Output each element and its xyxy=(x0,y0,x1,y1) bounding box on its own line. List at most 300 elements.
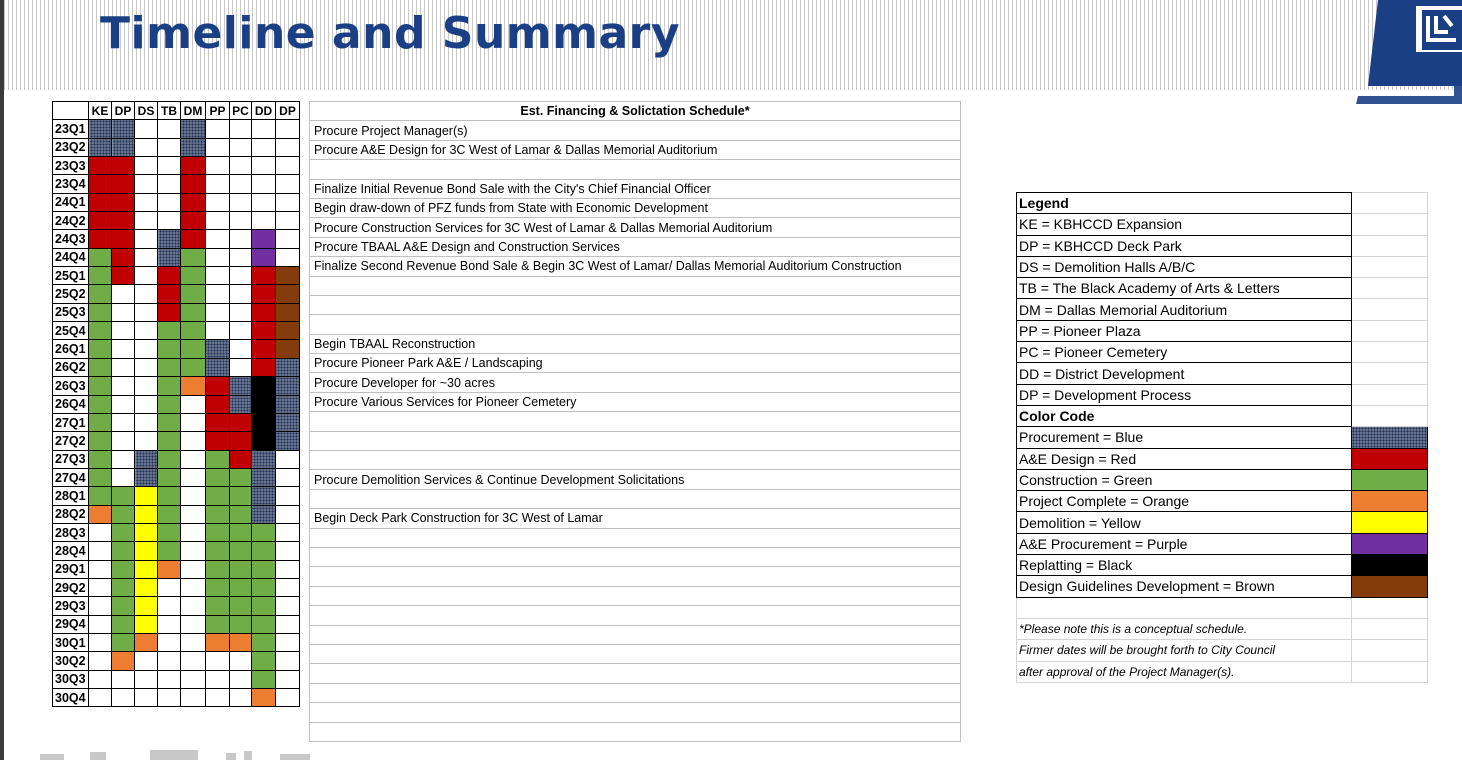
page-title: Timeline and Summary xyxy=(100,8,681,59)
timeline-cell xyxy=(89,230,112,248)
timeline-cell xyxy=(158,138,181,156)
timeline-cell xyxy=(158,193,181,211)
timeline-cell xyxy=(89,413,112,431)
quarter-label: 27Q4 xyxy=(53,468,89,486)
timeline-cell xyxy=(158,450,181,468)
schedule-row xyxy=(310,567,961,586)
timeline-cell xyxy=(158,578,181,596)
timeline-cell xyxy=(135,193,158,211)
timeline-row xyxy=(53,193,300,211)
schedule-item: Procure Pioneer Park A&E / Landscaping xyxy=(310,354,961,373)
timeline-cell xyxy=(276,689,300,707)
legend-swatch xyxy=(1351,512,1427,533)
timeline-cell xyxy=(181,285,206,303)
timeline-cell xyxy=(135,322,158,340)
timeline-cell xyxy=(206,193,230,211)
timeline-cell xyxy=(112,230,135,248)
timeline-cell xyxy=(276,633,300,651)
timeline-cell xyxy=(181,578,206,596)
quarter-label: 25Q3 xyxy=(53,303,89,321)
timeline-cell xyxy=(135,689,158,707)
schedule-item: Procure TBAAL A&E Design and Construction Services xyxy=(310,237,961,256)
timeline-cell xyxy=(276,267,300,285)
legend-note: Firmer dates will be brought forth to City Council xyxy=(1017,640,1352,661)
legend-row xyxy=(1017,576,1428,597)
timeline-cell xyxy=(158,285,181,303)
timeline-cell xyxy=(181,615,206,633)
schedule-row xyxy=(310,528,961,547)
timeline-header-row xyxy=(53,102,300,120)
timeline-cell xyxy=(276,560,300,578)
quarter-label: 26Q1 xyxy=(53,340,89,358)
timeline-cell xyxy=(230,395,252,413)
timeline-cell xyxy=(135,267,158,285)
timeline-cell xyxy=(158,523,181,541)
timeline-cell xyxy=(158,358,181,376)
timeline-cell xyxy=(252,652,276,670)
timeline-cell xyxy=(252,615,276,633)
legend-empty-cell xyxy=(1351,363,1427,384)
schedule-row xyxy=(310,257,961,276)
timeline-row xyxy=(53,377,300,395)
timeline-cell xyxy=(112,138,135,156)
legend-swatch xyxy=(1351,576,1427,597)
timeline-cell xyxy=(135,248,158,266)
timeline-cell xyxy=(158,487,181,505)
schedule-row xyxy=(310,606,961,625)
left-edge-rule xyxy=(0,0,4,760)
timeline-cell xyxy=(230,120,252,138)
timeline-row xyxy=(53,523,300,541)
timeline-cell xyxy=(181,633,206,651)
timeline-cell xyxy=(206,432,230,450)
timeline-cell xyxy=(276,120,300,138)
timeline-cell xyxy=(135,542,158,560)
legend-swatch xyxy=(1351,427,1427,448)
timeline-cell xyxy=(135,560,158,578)
timeline-row xyxy=(53,157,300,175)
quarter-label: 26Q3 xyxy=(53,377,89,395)
timeline-cell xyxy=(206,377,230,395)
timeline-cell xyxy=(181,468,206,486)
timeline-row xyxy=(53,248,300,266)
timeline-cell xyxy=(158,212,181,230)
timeline-row xyxy=(53,212,300,230)
timeline-row xyxy=(53,358,300,376)
quarter-label: 26Q4 xyxy=(53,395,89,413)
timeline-cell xyxy=(252,468,276,486)
timeline-cell xyxy=(230,652,252,670)
timeline-cell xyxy=(276,138,300,156)
schedule-row xyxy=(310,644,961,663)
timeline-cell xyxy=(181,157,206,175)
timeline-cell xyxy=(206,285,230,303)
timeline-cell xyxy=(276,450,300,468)
legend-empty-cell xyxy=(1351,256,1427,277)
schedule-item xyxy=(310,489,961,508)
timeline-cell xyxy=(276,175,300,193)
quarter-label: 30Q1 xyxy=(53,633,89,651)
legend-row xyxy=(1017,278,1428,299)
timeline-cell xyxy=(230,322,252,340)
timeline-row xyxy=(53,633,300,651)
quarter-label: 30Q2 xyxy=(53,652,89,670)
timeline-cell xyxy=(230,670,252,688)
legend-text: Procurement = Blue xyxy=(1017,427,1352,448)
timeline-cell xyxy=(135,212,158,230)
timeline-row xyxy=(53,175,300,193)
timeline-cell xyxy=(276,505,300,523)
schedule-row xyxy=(310,664,961,683)
legend-empty-cell xyxy=(1351,597,1427,618)
schedule-row xyxy=(310,703,961,722)
legend-spacer-row xyxy=(1017,597,1428,618)
timeline-cell xyxy=(252,138,276,156)
legend-text: A&E Procurement = Purple xyxy=(1017,533,1352,554)
legend-text: PC = Pioneer Cemetery xyxy=(1017,342,1352,363)
timeline-cell xyxy=(158,633,181,651)
timeline-cell xyxy=(230,212,252,230)
timeline-cell xyxy=(181,175,206,193)
schedule-item: Procure Construction Services for 3C West of Lamar & Dallas Memorial Auditorium xyxy=(310,218,961,237)
timeline-cell xyxy=(135,285,158,303)
timeline-cell xyxy=(135,340,158,358)
timeline-cell xyxy=(181,267,206,285)
timeline-cell xyxy=(135,670,158,688)
quarter-label: 25Q1 xyxy=(53,267,89,285)
timeline-cell xyxy=(112,175,135,193)
timeline-cell xyxy=(89,322,112,340)
schedule-item: Procure Project Manager(s) xyxy=(310,121,961,140)
schedule-item xyxy=(310,586,961,605)
timeline-cell xyxy=(112,157,135,175)
legend-row xyxy=(1017,491,1428,512)
legend-text: Color Code xyxy=(1017,405,1352,426)
legend-text: Demolition = Yellow xyxy=(1017,512,1352,533)
timeline-column-header: DP xyxy=(276,102,300,120)
legend-swatch xyxy=(1351,533,1427,554)
timeline-cell xyxy=(112,689,135,707)
legend-row xyxy=(1017,193,1428,214)
timeline-corner xyxy=(53,102,89,120)
schedule-row xyxy=(310,140,961,159)
timeline-cell xyxy=(276,652,300,670)
timeline-cell xyxy=(252,542,276,560)
timeline-cell xyxy=(206,358,230,376)
legend-text: Construction = Green xyxy=(1017,469,1352,490)
timeline-cell xyxy=(89,468,112,486)
timeline-cell xyxy=(135,615,158,633)
quarter-label: 27Q2 xyxy=(53,432,89,450)
legend-text: PP = Pioneer Plaza xyxy=(1017,320,1352,341)
legend-empty-cell xyxy=(1351,320,1427,341)
timeline-cell xyxy=(252,670,276,688)
legend-row xyxy=(1017,342,1428,363)
timeline-cell xyxy=(252,267,276,285)
timeline-cell xyxy=(181,248,206,266)
legend-row xyxy=(1017,555,1428,576)
timeline-cell xyxy=(158,597,181,615)
timeline-cell xyxy=(158,395,181,413)
timeline-cell xyxy=(230,432,252,450)
timeline-cell xyxy=(206,248,230,266)
timeline-cell xyxy=(158,157,181,175)
timeline-cell xyxy=(181,689,206,707)
timeline-cell xyxy=(135,395,158,413)
timeline-cell xyxy=(276,578,300,596)
schedule-item xyxy=(310,451,961,470)
quarter-label: 29Q4 xyxy=(53,615,89,633)
schedule-row xyxy=(310,198,961,217)
timeline-cell xyxy=(158,560,181,578)
timeline-cell xyxy=(112,248,135,266)
timeline-cell xyxy=(230,157,252,175)
timeline-cell xyxy=(206,468,230,486)
timeline-cell xyxy=(181,505,206,523)
quarter-label: 24Q4 xyxy=(53,248,89,266)
timeline-cell xyxy=(206,120,230,138)
timeline-cell xyxy=(158,542,181,560)
timeline-cell xyxy=(252,248,276,266)
timeline-cell xyxy=(89,689,112,707)
quarter-label: 23Q3 xyxy=(53,157,89,175)
timeline-cell xyxy=(206,523,230,541)
timeline-cell xyxy=(276,157,300,175)
timeline-cell xyxy=(276,322,300,340)
timeline-cell xyxy=(181,652,206,670)
timeline-cell xyxy=(181,523,206,541)
timeline-row xyxy=(53,138,300,156)
legend-note-row xyxy=(1017,661,1428,682)
timeline-cell xyxy=(181,432,206,450)
timeline-cell xyxy=(181,138,206,156)
schedule-item xyxy=(310,664,961,683)
timeline-cell xyxy=(230,175,252,193)
timeline-cell xyxy=(276,212,300,230)
timeline-cell xyxy=(181,120,206,138)
legend-row xyxy=(1017,512,1428,533)
timeline-cell xyxy=(112,285,135,303)
legend-row xyxy=(1017,533,1428,554)
timeline-cell xyxy=(230,358,252,376)
timeline-cell xyxy=(112,450,135,468)
timeline-row xyxy=(53,230,300,248)
timeline-cell xyxy=(89,138,112,156)
quarter-label: 24Q1 xyxy=(53,193,89,211)
schedule-row xyxy=(310,315,961,334)
quarter-label: 26Q2 xyxy=(53,358,89,376)
timeline-cell xyxy=(252,523,276,541)
quarter-label: 28Q2 xyxy=(53,505,89,523)
timeline-cell xyxy=(252,377,276,395)
timeline-cell xyxy=(181,597,206,615)
timeline-cell xyxy=(181,450,206,468)
timeline-cell xyxy=(89,597,112,615)
timeline-cell xyxy=(206,597,230,615)
timeline-cell xyxy=(206,157,230,175)
timeline-cell xyxy=(181,230,206,248)
timeline-cell xyxy=(206,615,230,633)
legend-note-row xyxy=(1017,640,1428,661)
timeline-row xyxy=(53,652,300,670)
legend-row xyxy=(1017,214,1428,235)
timeline-cell xyxy=(89,120,112,138)
quarter-label: 27Q1 xyxy=(53,413,89,431)
timeline-cell xyxy=(112,633,135,651)
schedule-row xyxy=(310,547,961,566)
timeline-row xyxy=(53,670,300,688)
timeline-cell xyxy=(206,505,230,523)
legend-empty-cell xyxy=(1351,193,1427,214)
quarter-label: 24Q2 xyxy=(53,212,89,230)
timeline-cell xyxy=(135,578,158,596)
timeline-cell xyxy=(89,157,112,175)
timeline-cell xyxy=(158,432,181,450)
timeline-cell xyxy=(276,340,300,358)
timeline-cell xyxy=(135,303,158,321)
timeline-cell xyxy=(112,395,135,413)
timeline-cell xyxy=(89,212,112,230)
timeline-cell xyxy=(89,505,112,523)
schedule-item xyxy=(310,606,961,625)
timeline-cell xyxy=(89,633,112,651)
legend-text: DP = KBHCCD Deck Park xyxy=(1017,235,1352,256)
timeline-cell xyxy=(89,358,112,376)
timeline-cell xyxy=(112,615,135,633)
timeline-cell xyxy=(276,230,300,248)
timeline-cell xyxy=(158,670,181,688)
schedule-item xyxy=(310,315,961,334)
legend-row xyxy=(1017,384,1428,405)
timeline-cell xyxy=(252,487,276,505)
quarter-label: 30Q3 xyxy=(53,670,89,688)
timeline-cell xyxy=(89,285,112,303)
timeline-cell xyxy=(89,432,112,450)
timeline-cell xyxy=(206,340,230,358)
schedule-row xyxy=(310,179,961,198)
legend-swatch xyxy=(1351,491,1427,512)
schedule-row xyxy=(310,121,961,140)
timeline-cell xyxy=(112,303,135,321)
timeline-cell xyxy=(206,670,230,688)
schedule-item: Finalize Initial Revenue Bond Sale with the City's Chief Financial Officer xyxy=(310,179,961,198)
legend-row xyxy=(1017,299,1428,320)
timeline-column-header: KE xyxy=(89,102,112,120)
timeline-cell xyxy=(230,560,252,578)
legend-swatch xyxy=(1351,469,1427,490)
timeline-cell xyxy=(181,212,206,230)
schedule-item xyxy=(310,528,961,547)
timeline-cell xyxy=(206,413,230,431)
legend-text: Design Guidelines Development = Brown xyxy=(1017,576,1352,597)
timeline-cell xyxy=(252,689,276,707)
timeline-cell xyxy=(276,468,300,486)
timeline-cell xyxy=(112,505,135,523)
timeline-cell xyxy=(276,487,300,505)
timeline-row xyxy=(53,597,300,615)
legend-text: Replatting = Black xyxy=(1017,555,1352,576)
timeline-cell xyxy=(158,689,181,707)
quarter-label: 23Q4 xyxy=(53,175,89,193)
timeline-cell xyxy=(135,175,158,193)
schedule-row xyxy=(310,334,961,353)
timeline-cell xyxy=(252,322,276,340)
timeline-cell xyxy=(158,267,181,285)
timeline-cell xyxy=(181,322,206,340)
timeline-cell xyxy=(206,175,230,193)
timeline-cell xyxy=(276,523,300,541)
timeline-cell xyxy=(135,487,158,505)
timeline-cell xyxy=(112,542,135,560)
timeline-column-header: DM xyxy=(181,102,206,120)
schedule-item xyxy=(310,625,961,644)
timeline-cell xyxy=(112,560,135,578)
timeline-cell xyxy=(89,560,112,578)
timeline-cell xyxy=(181,193,206,211)
timeline-cell xyxy=(89,303,112,321)
timeline-cell xyxy=(89,523,112,541)
schedule-item xyxy=(310,160,961,179)
timeline-cell xyxy=(135,157,158,175)
timeline-cell xyxy=(276,193,300,211)
legend-text: Legend xyxy=(1017,193,1352,214)
legend-note-row xyxy=(1017,618,1428,639)
timeline-cell xyxy=(135,468,158,486)
schedule-row xyxy=(310,722,961,741)
legend-note: *Please note this is a conceptual schedule. xyxy=(1017,618,1352,639)
timeline-cell xyxy=(181,542,206,560)
timeline-cell xyxy=(89,450,112,468)
timeline-cell xyxy=(89,578,112,596)
legend-empty-cell xyxy=(1351,661,1427,682)
timeline-cell xyxy=(230,505,252,523)
legend-text: DD = District Development xyxy=(1017,363,1352,384)
timeline-cell xyxy=(181,340,206,358)
timeline-cell xyxy=(230,633,252,651)
timeline-cell xyxy=(158,615,181,633)
legend-text: DS = Demolition Halls A/B/C xyxy=(1017,256,1352,277)
timeline-cell xyxy=(206,633,230,651)
timeline-cell xyxy=(135,652,158,670)
timeline-cell xyxy=(181,303,206,321)
timeline-cell xyxy=(252,450,276,468)
timeline-column-header: TB xyxy=(158,102,181,120)
timeline-cell xyxy=(276,432,300,450)
timeline-row xyxy=(53,468,300,486)
legend-empty-cell xyxy=(1351,640,1427,661)
schedule-row xyxy=(310,373,961,392)
timeline-cell xyxy=(158,652,181,670)
legend-empty-cell xyxy=(1351,214,1427,235)
timeline-cell xyxy=(230,468,252,486)
timeline-cell xyxy=(89,615,112,633)
schedule-row xyxy=(310,470,961,489)
schedule-item: Begin Deck Park Construction for 3C West of Lamar xyxy=(310,509,961,528)
timeline-row xyxy=(53,560,300,578)
timeline-cell xyxy=(230,267,252,285)
timeline-cell xyxy=(230,248,252,266)
timeline-cell xyxy=(252,633,276,651)
timeline-cell xyxy=(276,597,300,615)
schedule-row xyxy=(310,354,961,373)
timeline-cell xyxy=(158,468,181,486)
timeline-cell xyxy=(112,212,135,230)
quarter-label: 28Q3 xyxy=(53,523,89,541)
timeline-cell xyxy=(206,138,230,156)
timeline-cell xyxy=(158,120,181,138)
timeline-cell xyxy=(181,560,206,578)
schedule-item: Begin draw-down of PFZ funds from State with Economic Development xyxy=(310,198,961,217)
